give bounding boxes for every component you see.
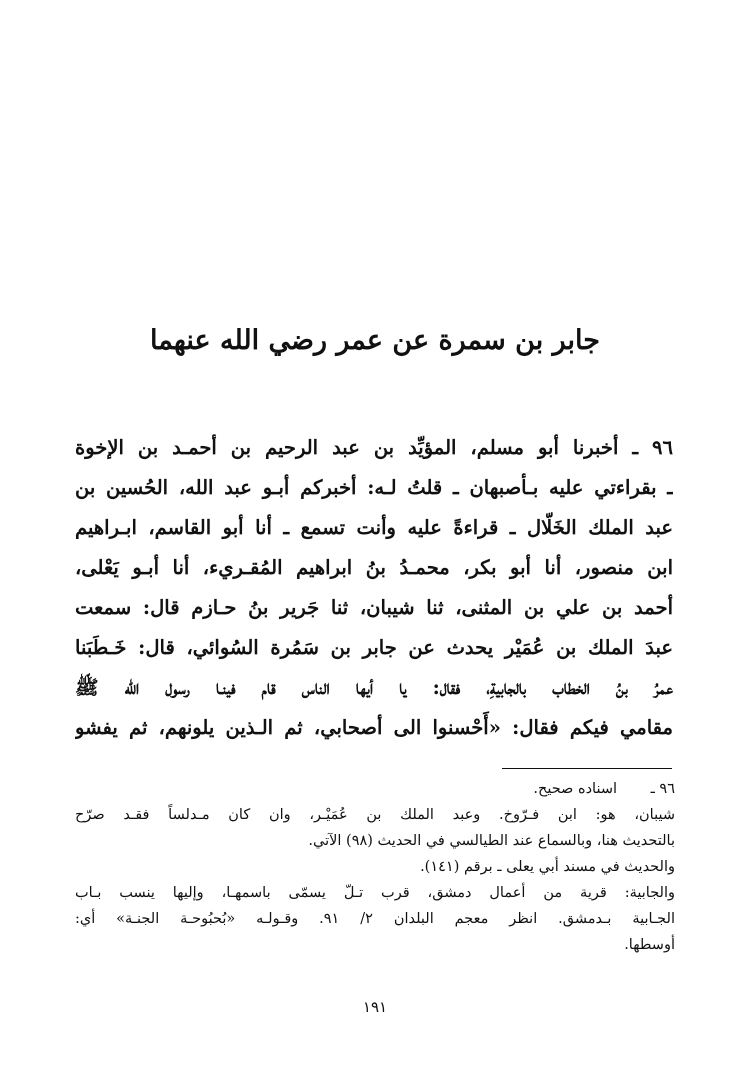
main-text-line: ـ بقراءتي عليه بـأصبهان ـ قلتُ لـه: أخبركم أبـو عبد الله، الحُسين بن [75, 476, 673, 499]
main-text [75, 428, 673, 748]
footnote-line: شيبان، هو: ابن فـرّوخ. وعبد الملك بن عُمَيْـر، وان كان مـدلساً فقـد صرّح [75, 807, 675, 823]
page-number: ١٩١ [362, 998, 388, 1016]
footnote-head-text: اسناده صحيح. [533, 781, 617, 797]
main-text-line: ٩٦ ـ أخبرنا أبو مسلم، المؤيِّد بن عبد الرحيم بن أحمـد بن الإخوة [75, 436, 673, 459]
main-text-line: ابن منصور، أنا أبو بكر، محمـدُ بنُ ابراهيم المُقـريء، أنا أبـو يَعْلى، [75, 556, 673, 579]
footnote-line: والحديث في مسند أبي يعلى ـ برقم (١٤١). [420, 859, 675, 875]
footnote-divider [502, 768, 672, 769]
footnotes [75, 776, 675, 958]
footnote-line: بالتحديث هنا، وبالسماع عند الطيالسي في الحديث (٩٨) الآتي. [308, 833, 675, 849]
main-text-line: أحمد بن علي بن المثنى، ثنا شيبان، ثنا جَرير بنُ حـازم قال: سمعت [75, 596, 673, 619]
footnote-number: ٩٦ ـ [650, 781, 675, 797]
main-text-line: مقامي فيكم فقال: «أَحْسنوا الى أصحابي، ثم الـذين يلونهم، ثم يفشو [75, 716, 673, 739]
main-text-line: عبدَ الملك بن عُمَيْر يحدث عن جابر بن سَمُرة السُوائي، قال: خَـطَبَنا [75, 636, 673, 659]
chapter-title: جابر بن سمرة عن عمر رضي الله عنهما [150, 325, 600, 356]
footnote-heading [75, 776, 675, 802]
footnote-line: والجابية: قرية من أعمال دمشق، قرب تـلّ يسمّى باسمهـا، وإليها ينسب بـاب [75, 885, 675, 901]
main-text-line: عمرُ بنُ الخطاب بالجابيةِ، فقال: يا أيها الناس قام فينـا رسول الله ﷺ [75, 676, 673, 699]
footnote-line: أوسطها. [624, 937, 675, 953]
main-text-line: عبد الملك الخَلّال ـ قراءةً عليه وأنت تسمع ـ أنا أبو القاسم، ابـراهيم [75, 516, 673, 539]
footnote-line: الجـابية بـدمشق. انظر معجم البلدان ٢/ ٩١. وقـولـه «بُحبُوحـة الجنـة» أي: [75, 911, 675, 927]
